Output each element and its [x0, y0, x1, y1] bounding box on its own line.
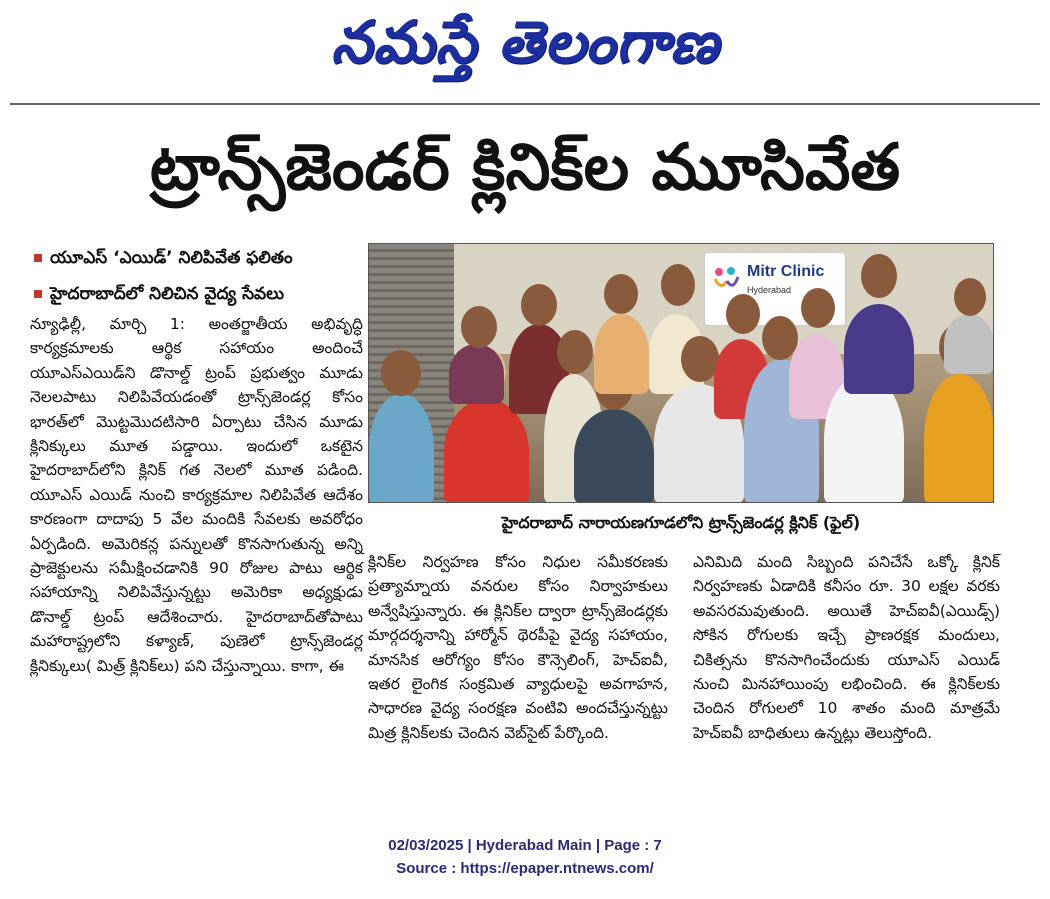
- person-figure: [449, 344, 504, 404]
- mitr-logo-icon: [711, 263, 741, 293]
- article-column-2: [368, 550, 668, 745]
- edition-info: 02/03/2025 | Hyderabad Main | Page : 7: [388, 837, 662, 854]
- newspaper-logo: నమస్తే తెలంగాణ: [331, 8, 719, 76]
- photo-caption: హైదరాబాద్ నారాయణగూడలోని ట్రాన్స్‌జెండర్ల క్లినిక్ (ఫైల్): [501, 513, 861, 532]
- masthead: [0, 0, 1050, 100]
- article-text: న్యూఢిల్లీ, మార్చి 1: అంతర్జాతీయ అభివృద్ధి కార్యక్రమాలకు ఆర్థిక సహాయం అందించే యూఎస్‌ఎయిడ్‌ని డొనాల్డ్ ట్రంప్ ప్రభుత్వం మూడు నెలలపాటు నిలిపివేయడంతో ట్రాన్స్‌జెండర్ల కోసం భారత్‌లో మొట్టమొదటిసారి ఏర్పాటు చేసిన మూడు క్లినిక్కులు మూత పడ్డాయి. ఇందులో ఒకటైన హైదరాబాద్‌లోని క్లినిక్ గత నెలలో మూత పడింది. యూఎస్ ఎయిడ్ నుంచి కార్యక్రమాల నిలిపివేత ఆదేశం కారణంగా దాదాపు 5 వేల మందికి సేవలకు అవరోధం ఏర్పడింది. అమెరికన్ల పన్నులతో కొనసాగుతున్న అన్ని ప్రాజెక్టులను సమీక్షించడానికి 90 రోజుల పాటు ఆర్థిక సహాయాన్ని నిలిపివేస్తున్నట్టు అమెరికా అధ్యక్షుడు డొనాల్డ్ ట్రంప్ ఆదేశించారు. హైదరాబాద్‌తోపాటు మహారాష్ట్రలోని కళ్యాణ్, పుణెలో ట్రాన్స్‌జెండర్ల క్లినిక్కులు( మిత్ర్ క్లినిక్‌లు) పని చేస్తున్నాయి. కాగా, ఈ: [30, 315, 363, 675]
- subheadline-2: [34, 281, 359, 307]
- sign-clinic-city: Hyderabad: [747, 285, 792, 295]
- person-head: [461, 306, 497, 348]
- person-figure: [574, 409, 654, 503]
- headline: ట్రాన్స్‌జెండర్ క్లినిక్‌ల మూసివేత: [149, 131, 901, 205]
- person-head: [861, 254, 897, 298]
- person-figure: [594, 314, 649, 394]
- article-column-3: [693, 550, 1000, 745]
- article-photo: [368, 243, 994, 503]
- person-figure: [924, 374, 994, 503]
- person-figure: [844, 304, 914, 394]
- subheadlines: [34, 245, 359, 317]
- person-head: [801, 288, 835, 328]
- source-link[interactable]: Source : https://epaper.ntnews.com/: [396, 860, 654, 877]
- person-figure: [944, 314, 994, 374]
- sign-clinic-name: Mitr Clinic: [747, 263, 825, 280]
- person-head: [661, 264, 695, 306]
- person-head: [521, 284, 557, 326]
- person-head: [954, 278, 986, 316]
- person-figure: [444, 399, 529, 503]
- subheadline-text: హైదరాబాద్‌లో నిలిచిన వైద్య సేవలు: [50, 284, 285, 304]
- article-text: క్లినిక్‌ల నిర్వహణ కోసం నిధుల సమీకరణకు ప్రత్యామ్నాయ వనరుల కోసం నిర్వాహకులు అన్వేషిస్తున్నారు. ఈ క్లినిక్‌ల ద్వారా ట్రాన్స్‌జెండర్లకు మార్గదర్శనాన్ని హార్మోన్ థెరపీపై వైద్య సహాయం, మానసిక ఆరోగ్యం కోసం కౌన్సెలింగ్, హెచ్‌ఐవీ, ఇతర లైంగిక సంక్రమిత వ్యాధులపై అవగాహన, సాధారణ వైద్య సంరక్షణ వంటివి అందచేస్తున్నట్టు మిత్ర క్లినిక్‌లకు చెందిన వెబ్‌సైట్ పేర్కొంది.: [368, 553, 668, 742]
- person-head: [604, 274, 638, 314]
- article-text: ఎనిమిది మంది సిబ్బంది పనిచేసే ఒక్కో క్లినిక్ నిర్వహణకు ఏడాదికి కనీసం రూ. 30 లక్షల వరకు అవసరమవుతుంది. అయితే హెచ్‌ఐవీ(ఎయిడ్స్) సోకిన రోగులకు ఇచ్చే ప్రాణరక్షక మందులు, చికిత్సను కొనసాగించేందుకు యూఎస్ ఎయిడ్ నుంచి మినహాయింపు లభించింది. ఈ క్లినిక్‌లకు చెందిన రోగులలో 10 శాతం మంది మాత్రమే హెచ్‌ఐవీ బాధితులు ఉన్నట్లు తెలుస్తోంది.: [693, 553, 1000, 742]
- person-head: [381, 350, 421, 396]
- bullet-square-icon: [34, 290, 42, 298]
- subheadline-1: [34, 245, 359, 271]
- article-column-1: [30, 312, 363, 678]
- bullet-square-icon: [34, 254, 42, 262]
- subheadline-text: యూఎస్ ‘ఎయిడ్’ నిలిపివేత ఫలితం: [50, 248, 293, 268]
- person-head: [557, 330, 593, 374]
- person-figure: [369, 394, 434, 503]
- masthead-divider: [10, 103, 1040, 105]
- person-head: [726, 294, 760, 334]
